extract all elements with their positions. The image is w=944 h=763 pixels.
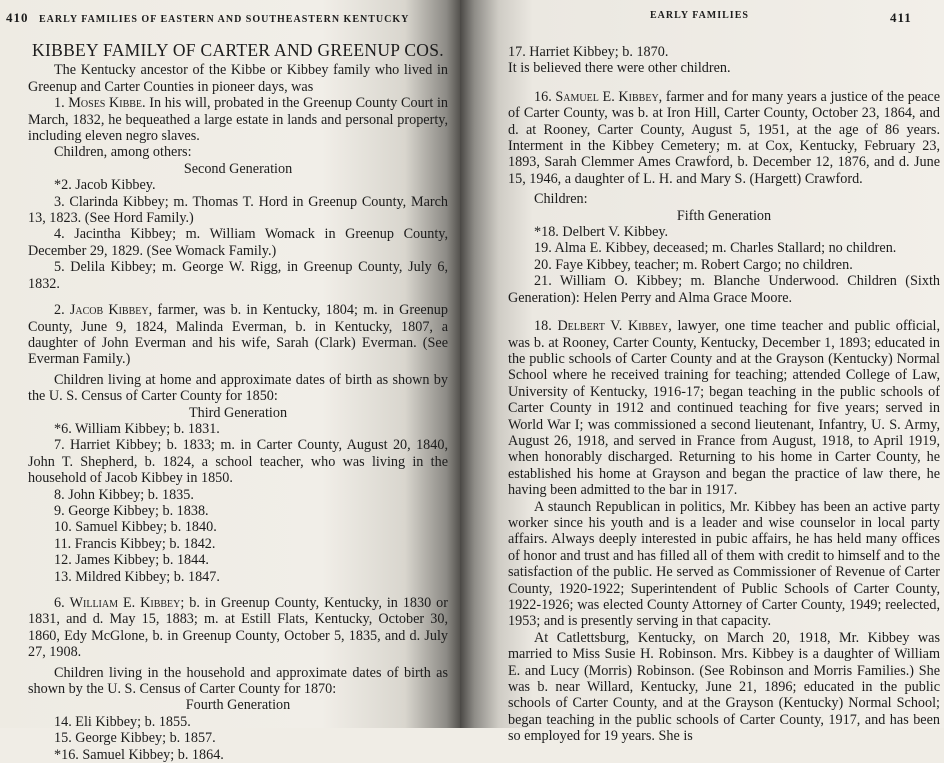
gen5-item: 20. Faye Kibbey, teacher; m. Robert Cargo; no children. xyxy=(534,256,853,273)
second-generation-heading: Second Generation xyxy=(183,160,293,177)
moses-text: In his will, probated in the Greenup County Court in March, 1832, he bequeathed a large estate in lands and personal property, including eleven negro slaves. xyxy=(28,95,449,145)
right-running-head-text: EARLY FAMILIES xyxy=(650,10,749,21)
jacob-text: farmer, was b. in Kentucky, 1804; m. in Greenup County, June 9, 1824, Malinda Everman, b. in Kentucky, 1807, a daughter of John Everman and his wife, Sarah (Clark) Everman. (See Everman Family.) xyxy=(28,302,448,368)
william-paragraph: 6. William E. Kibbey; b. in Greenup County, Kentucky, in 1830 or 1831, and d. May 15, 1883; m. at Estill Flats, Kentucky, October 30, 1860, Edy McGlone, b. in Greenup County, October 5, 1835, and d. July 27, 1908. xyxy=(28,595,448,661)
gen3-item: *6. William Kibbey; b. 1831. xyxy=(54,420,220,437)
right-running-head xyxy=(650,10,749,21)
fifth-generation-heading: Fifth Generation xyxy=(676,207,772,224)
moses-paragraph: 1. Moses Kibbe. In his will, probated in the Greenup County Court in March, 1832, he bequeathed a large estate in lands and personal property, including eleven negro slaves. xyxy=(28,95,449,145)
gen3-item: 10. Samuel Kibbey; b. 1840. xyxy=(54,519,217,536)
third-generation-heading: Third Generation xyxy=(188,404,288,421)
gen3-item: 12. James Kibbey; b. 1844. xyxy=(54,552,209,569)
moses-name: Moses Kibbe. xyxy=(68,95,146,112)
marriage-paragraph: At Catlettsburg, Kentucky, on March 20, 1918, Mr. Kibbey was married to Miss Susie H. Robinson. Mrs. Kibbey is a daughter of William E. and Lucy (Morris) Robinson. (See Robinson and Morris Families.) She was b. near Willard, Kentucky, June 21, 1896; educated in the public schools of Carter County, and at the Grayson (Kentucky) Normal School; began teaching in the public schools of Carter County, 1917, and has been so employed for 19 years. She is xyxy=(508,629,940,745)
gen3-item: 9. George Kibbey; b. 1838. xyxy=(54,502,209,519)
gen2-item: 3. Clarinda Kibbey; m. Thomas T. Hord in Greenup County, March 13, 1823. (See Hord Family.) xyxy=(28,193,448,227)
republican-paragraph: A staunch Republican in politics, Mr. Kibbey has been an active party worker since his youth and is a leader and wise counselor in local party affairs. Always deeply interested in pubic affairs, he has held many offices of honor and trust and has filled all of them with credit to himself and to the satisfaction of the public. He served as Commissioner of Revenue of Carter County, 1920-1922; Superintendent of Public Schools of Carter County, 1922-1926; was elected County Attorney of Carter County, 1949; reelected, 1953; and is presently serving in that capacity. xyxy=(508,498,940,630)
right-page-number: 411 xyxy=(890,10,912,25)
gen5-item: 19. Alma E. Kibbey, deceased; m. Charles Stallard; no children. xyxy=(534,240,897,257)
left-body xyxy=(28,42,448,763)
delbert-text: lawyer, one time teacher and public official, was b. at Rooney, Carter County, Kentucky, December 1, 1893; educated in the public schools of Carter County and at the Grayson (Kentucky) Normal School where he received training for teaching; attended College of Law, University of Kentucky, 1916-17; began teaching in the public schools of Carter County in 1912 and continued teaching for five years; served in World War I; was commissioned a second lieutenant, Infantry, U. S. Army, August 26, 1918, and served in France from August, 1918, to April 1919, when honorably discharged. Returning to his home in Carter County, he established his home at Grayson and began the practice of law there, he having been admitted to the bar in 1917. xyxy=(508,318,941,499)
right-body xyxy=(508,44,940,745)
samuel-paragraph: 16. Samuel E. Kibbey, farmer and for many years a justice of the peace of Carter County, was b. at Iron Hill, Carter County, October 23, 1864, and d. at Rooney, Carter County, August 5, 1951, at the age of 86 years. Interment in the Kibbey Cemetery; m. at Cox, Kentucky, February 23, 1893, Sarah Clemmer Ames Crawford, b. December 12, 1876, and d. June 15, 1946, a daughter of L. H. and Mary S. (Hargett) Crawford. xyxy=(508,88,940,187)
gen3-item: 7. Harriet Kibbey; b. 1833; m. in Carter County, August 20, 1840, John T. Shepherd, b. 1824, a school teacher, who was living in the household of Jacob Kibbey in 1850. xyxy=(28,437,448,487)
top-list-item: It is believed there were other children. xyxy=(508,60,731,77)
right-page xyxy=(460,0,944,745)
gen3-item: 11. Francis Kibbey; b. 1842. xyxy=(54,535,216,552)
fourth-generation-heading: Fourth Generation xyxy=(185,697,291,714)
children-1870-paragraph: Children living in the household and approximate dates of birth as shown by the U. S. Census of Carter County for 1870: xyxy=(28,664,448,698)
gen4-item: *16. Samuel Kibbey; b. 1864. xyxy=(54,746,224,763)
william-text: b. in Greenup County, Kentucky, in 1830 or 1831, and d. May 15, 1883; m. at Estill Flats, Kentucky, October 30, 1860, Edy McGlone, b. in Greenup County, October 5, 1835, and d. July 27, 1908. xyxy=(28,595,448,661)
intro-paragraph: The Kentucky ancestor of the Kibbe or Kibbey family who lived in Greenup and Carter Counties in pioneer days, was xyxy=(28,62,448,95)
gen2-item: 5. Delila Kibbey; m. George W. Rigg, in Greenup County, July 6, 1832. xyxy=(28,259,448,292)
children-among-label: Children, among others: xyxy=(54,144,192,161)
left-page xyxy=(0,0,460,763)
gen5-item: 21. William O. Kibbey; m. Blanche Underwood. Children (Sixth Generation): Helen Perry and Alma Grace Moore. xyxy=(508,273,940,306)
left-running-head-text: EARLY FAMILIES OF EASTERN AND SOUTHEASTERN KENTUCKY xyxy=(39,14,410,25)
left-page-number: 410 xyxy=(6,10,29,25)
gen4-item: 15. George Kibbey; b. 1857. xyxy=(54,730,216,747)
jacob-paragraph: 2. Jacob Kibbey, farmer, was b. in Kentucky, 1804; m. in Greenup County, June 9, 1824, Malinda Everman, b. in Kentucky, 1807, a daughter of John Everman and his wife, Sarah (Clark) Everman. (See Everman Family.) xyxy=(28,302,448,368)
gen2-item: 4. Jacintha Kibbey; m. William Womack in Greenup County, December 29, 1829. (See Womack Family.) xyxy=(28,226,448,259)
family-title: KIBBEY FAMILY OF CARTER AND GREENUP COS. xyxy=(32,40,444,60)
right-page-number-wrap xyxy=(890,10,912,26)
samuel-name: Samuel E. Kibbey, xyxy=(555,88,663,105)
top-list-item: 17. Harriet Kibbey; b. 1870. xyxy=(508,44,669,60)
children-label: Children: xyxy=(534,191,588,208)
gen3-item: 8. John Kibbey; b. 1835. xyxy=(54,486,194,503)
gen4-item: 14. Eli Kibbey; b. 1855. xyxy=(54,713,191,730)
gen3-item: 13. Mildred Kibbey; b. 1847. xyxy=(54,568,220,585)
gen2-item: *2. Jacob Kibbey. xyxy=(54,177,156,194)
samuel-text: farmer and for many years a justice of the peace of Carter County, was b. at Iron Hill, Carter County, October 23, 1864, and d. at Rooney, Carter County, August 5, 1951, at the age of 86 years. Interment in the Kibbey Cemetery; m. at Cox, Kentucky, February 23, 1893, Sarah Clemmer Ames Crawford, b. December 12, 1876, and d. June 15, 1946, a daughter of L. H. and Mary S. (Hargett) Crawford. xyxy=(508,88,940,187)
delbert-paragraph: 18. Delbert V. Kibbey, lawyer, one time teacher and public official, was b. at Rooney, Carter County, Kentucky, December 1, 1893; educated in the public schools of Carter County and at the Grayson (Kentucky) Normal School where he received training for teaching; attended College of Law, University of Kentucky, 1916-17; began teaching in the public schools of Carter County in 1912 and continued teaching for five years; served in World War I; was commissioned a second lieutenant, Infantry, U. S. Army, August 26, 1918, and served in France from August, 1918, to April 1919, when honorably discharged. Returning to his home in Carter County, he established his home at Grayson and began the practice of law there, he having been admitted to the bar in 1917. xyxy=(508,318,941,499)
left-running-head xyxy=(6,10,409,26)
gen5-item: *18. Delbert V. Kibbey. xyxy=(534,224,669,241)
delbert-name: Delbert V. Kibbey, xyxy=(557,318,672,335)
children-1850-paragraph: Children living at home and approximate dates of birth as shown by the U. S. Census of Carter County for 1850: xyxy=(28,371,448,405)
william-name: William E. Kibbey; xyxy=(69,595,185,611)
jacob-name: Jacob Kibbey, xyxy=(69,302,153,319)
